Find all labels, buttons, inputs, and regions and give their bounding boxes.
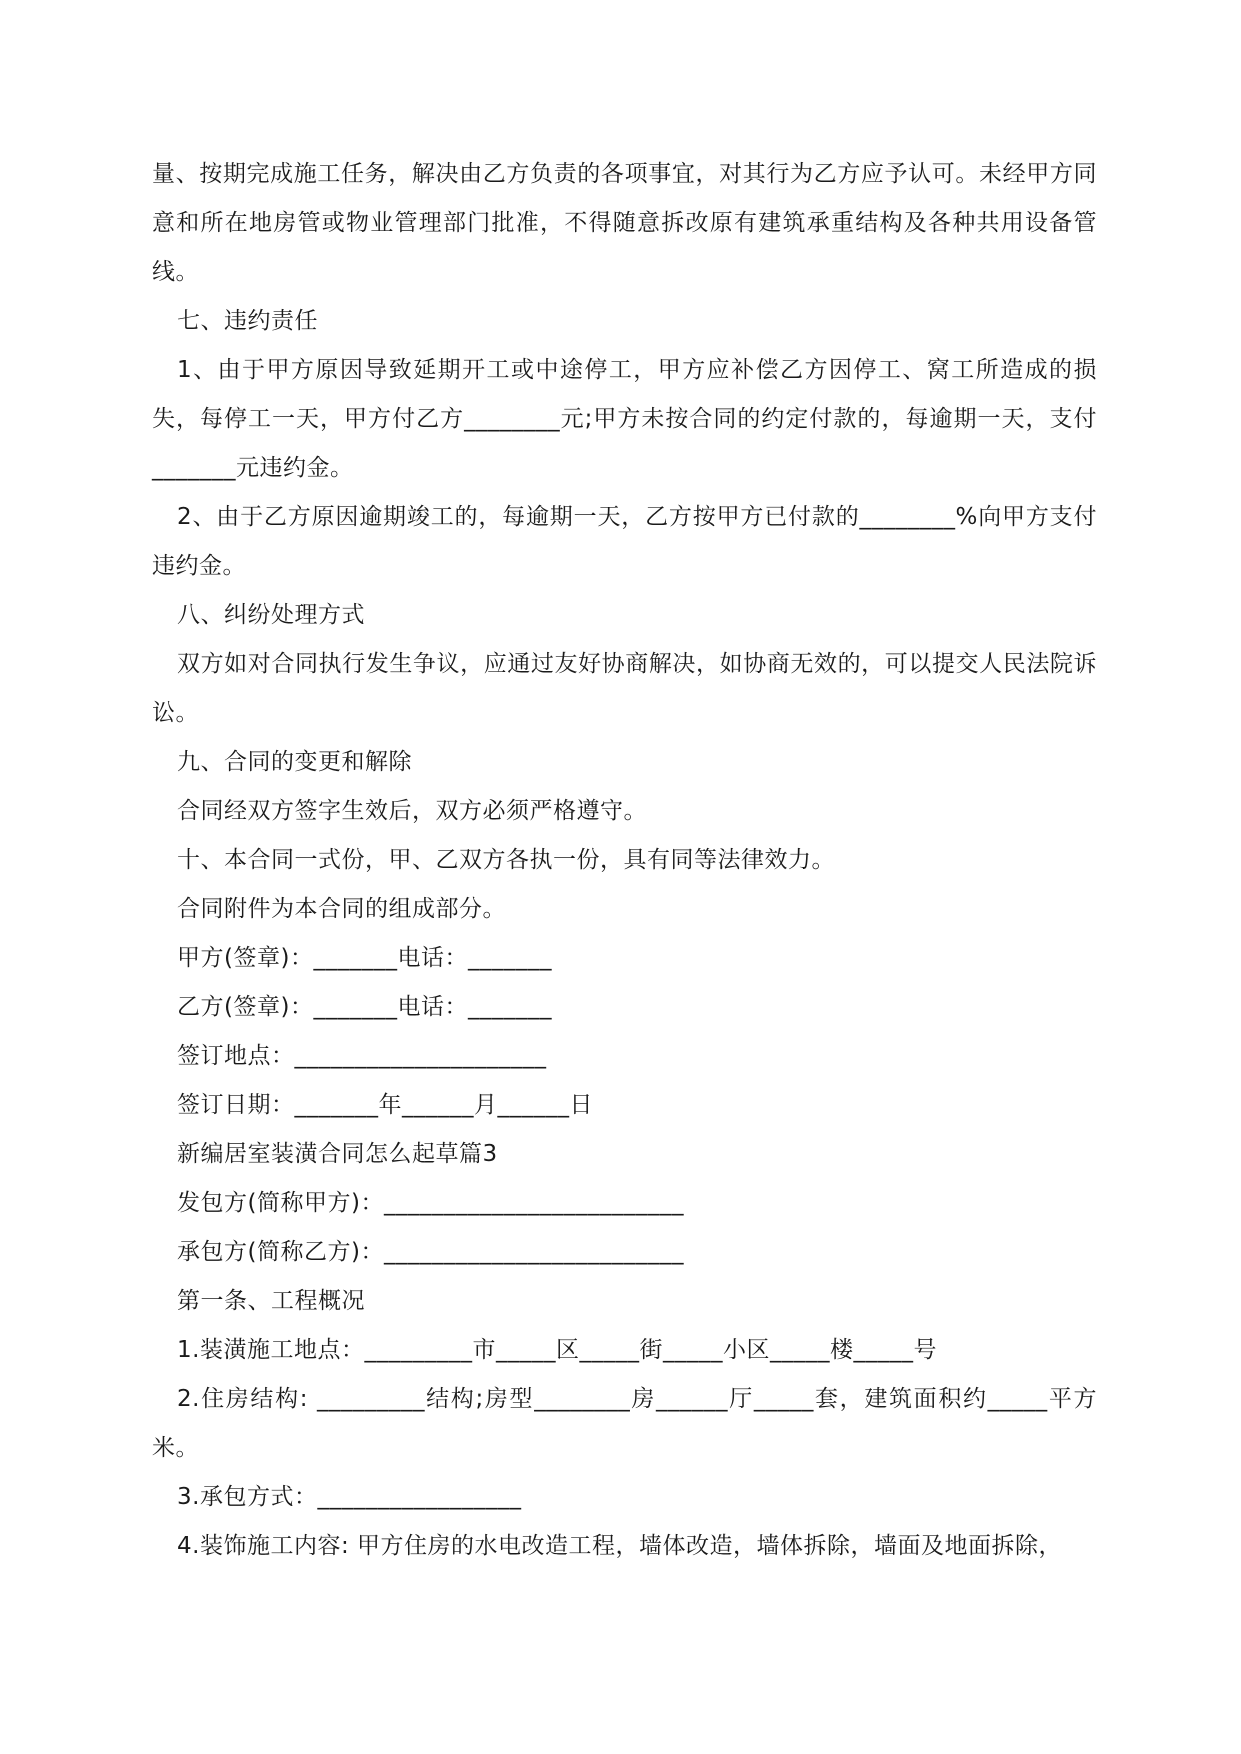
signing-date: 签订日期：_______年______月______日 (177, 1092, 593, 1118)
section-heading-copies: 十、本合同一式份，甲、乙双方各执一份，具有同等法律效力。 (177, 847, 835, 873)
signing-place: 签订地点：_____________________ (177, 1043, 547, 1069)
document-title-part3: 新编居室装潢合同怎么起草篇3 (177, 1141, 498, 1167)
section-heading-breach-liability: 七、违约责任 (177, 308, 318, 334)
article-one-heading: 第一条、工程概况 (177, 1288, 365, 1314)
signature-party-a: 甲方(签章)：_______电话：_______ (177, 945, 552, 971)
clause-amendment: 合同经双方签字生效后，双方必须严格遵守。 (177, 798, 647, 824)
clause-dispute: 双方如对合同执行发生争议，应通过友好协商解决，如协商无效的，可以提交人民法院诉讼。 (152, 651, 1097, 726)
signature-party-b: 乙方(签章)：_______电话：_______ (177, 994, 552, 1020)
contractor-field: 承包方(简称乙方)：_________________________ (177, 1239, 684, 1265)
section-heading-dispute: 八、纠纷处理方式 (177, 602, 365, 628)
construction-site-field: 1.装潢施工地点：_________市_____区_____街_____小区_____楼_____号 (177, 1337, 937, 1363)
housing-structure-field: 2.住房结构: _________结构;房型________房______厅_____套，建筑面积约_____平方米。 (152, 1386, 1097, 1461)
clause-breach-party-b: 2、由于乙方原因逾期竣工的，每逾期一天，乙方按甲方已付款的________%向甲方支付违约金。 (152, 504, 1097, 579)
clause-breach-party-a: 1、由于甲方原因导致延期开工或中途停工，甲方应补偿乙方因停工、窝工所造成的损失，每停工一天，甲方付乙方________元;甲方未按合同的约定付款的，每逾期一天，支付_______元违约金。 (152, 357, 1097, 481)
decoration-content-field: 4.装饰施工内容: 甲方住房的水电改造工程，墙体改造，墙体拆除，墙面及地面拆除， (177, 1533, 1063, 1559)
section-heading-amendment: 九、合同的变更和解除 (177, 749, 412, 775)
clause-attachments: 合同附件为本合同的组成部分。 (177, 896, 506, 922)
document-body (152, 150, 1097, 1571)
paragraph-continuation: 量、按期完成施工任务，解决由乙方负责的各项事宜，对其行为乙方应予认可。未经甲方同意和所在地房管或物业管理部门批准，不得随意拆改原有建筑承重结构及各种共用设备管线。 (152, 161, 1097, 285)
contract-mode-field: 3.承包方式：_________________ (177, 1484, 522, 1510)
employer-field: 发包方(简称甲方)：_________________________ (177, 1190, 684, 1216)
